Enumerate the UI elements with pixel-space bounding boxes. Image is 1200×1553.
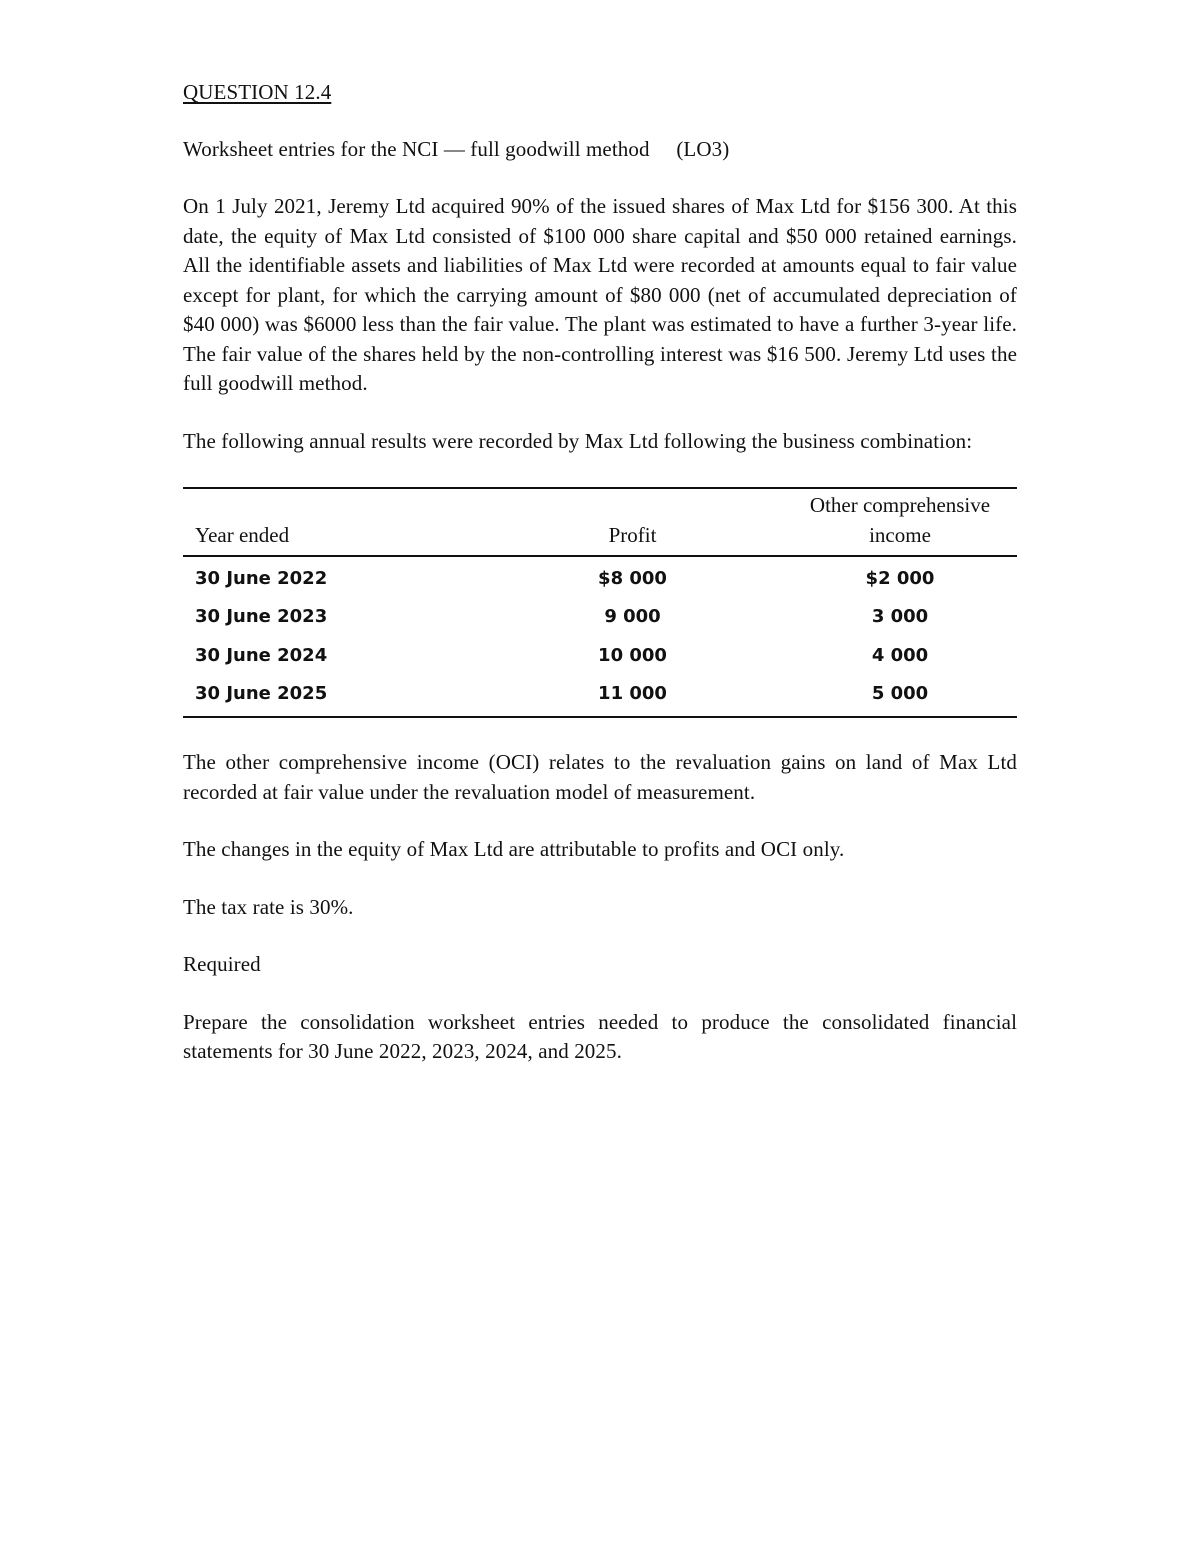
cell-year: 30 June 2024 [195,644,328,666]
cell-year: 30 June 2022 [195,567,328,589]
cell-profit: 9 000 [604,606,661,628]
cell-year: 30 June 2025 [195,683,328,705]
header-year: Year ended [195,522,290,547]
table-body [183,559,1017,713]
header-oci-line2: income [869,522,931,547]
cell-oci: $2 000 [865,567,935,589]
results-table [183,487,1017,718]
tax-note: The tax rate is 30%. [183,894,354,919]
cell-profit: 11 000 [598,683,667,705]
oci-note: The other comprehensive income (OCI) relates to the revaluation gains on land of Max Ltd recorded at fair value under the revaluation model of measurement. [183,750,1017,804]
equity-note: The changes in the equity of Max Ltd are attributable to profits and OCI only. [183,837,845,861]
cell-oci: 4 000 [871,644,929,666]
document-page [183,78,1017,1067]
table-row [183,559,1017,598]
cell-oci: 5 000 [871,683,929,705]
table-row [183,598,1017,637]
cell-profit: $8 000 [598,567,667,589]
question-subtitle: Worksheet entries for the NCI — full goodwill method (LO3) [183,136,730,161]
table-intro: The following annual results were recorded by Max Ltd following the business combination: [183,428,973,453]
table-header-row [183,489,1017,557]
table-row [183,636,1017,675]
header-profit: Profit [608,522,657,547]
required-text: Prepare the consolidation worksheet entries needed to produce the consolidated financial statements for 30 June 2022, 2023, 2024, and 2025. [183,1009,1017,1063]
cell-profit: 10 000 [598,644,667,666]
question-title: QUESTION 12.4 [183,80,332,104]
cell-year: 30 June 2023 [195,606,328,628]
header-oci-line1: Other comprehensive [809,493,991,517]
required-heading: Required [183,952,261,976]
question-intro: On 1 July 2021, Jeremy Ltd acquired 90% of the issued shares of Max Ltd for $156 300. At this date, the equity of Max Ltd consisted of $100 000 share capital and $50 000 retained earnings. All the identifiable assets and liabilities of Max Ltd were recorded at amounts equal to fair value except for plant, for which the carrying amount of $80 000 (net of accumulated depreciation of $40 000) was $6000 less than the fair value. The plant was estimated to have a further 3-year life. The fair value of the shares held by the non-controlling interest was $16 500. Jeremy Ltd uses the full goodwill method. [183,194,1017,395]
table-row [183,675,1017,714]
header-oci [706,491,1017,555]
cell-oci: 3 000 [871,606,929,628]
